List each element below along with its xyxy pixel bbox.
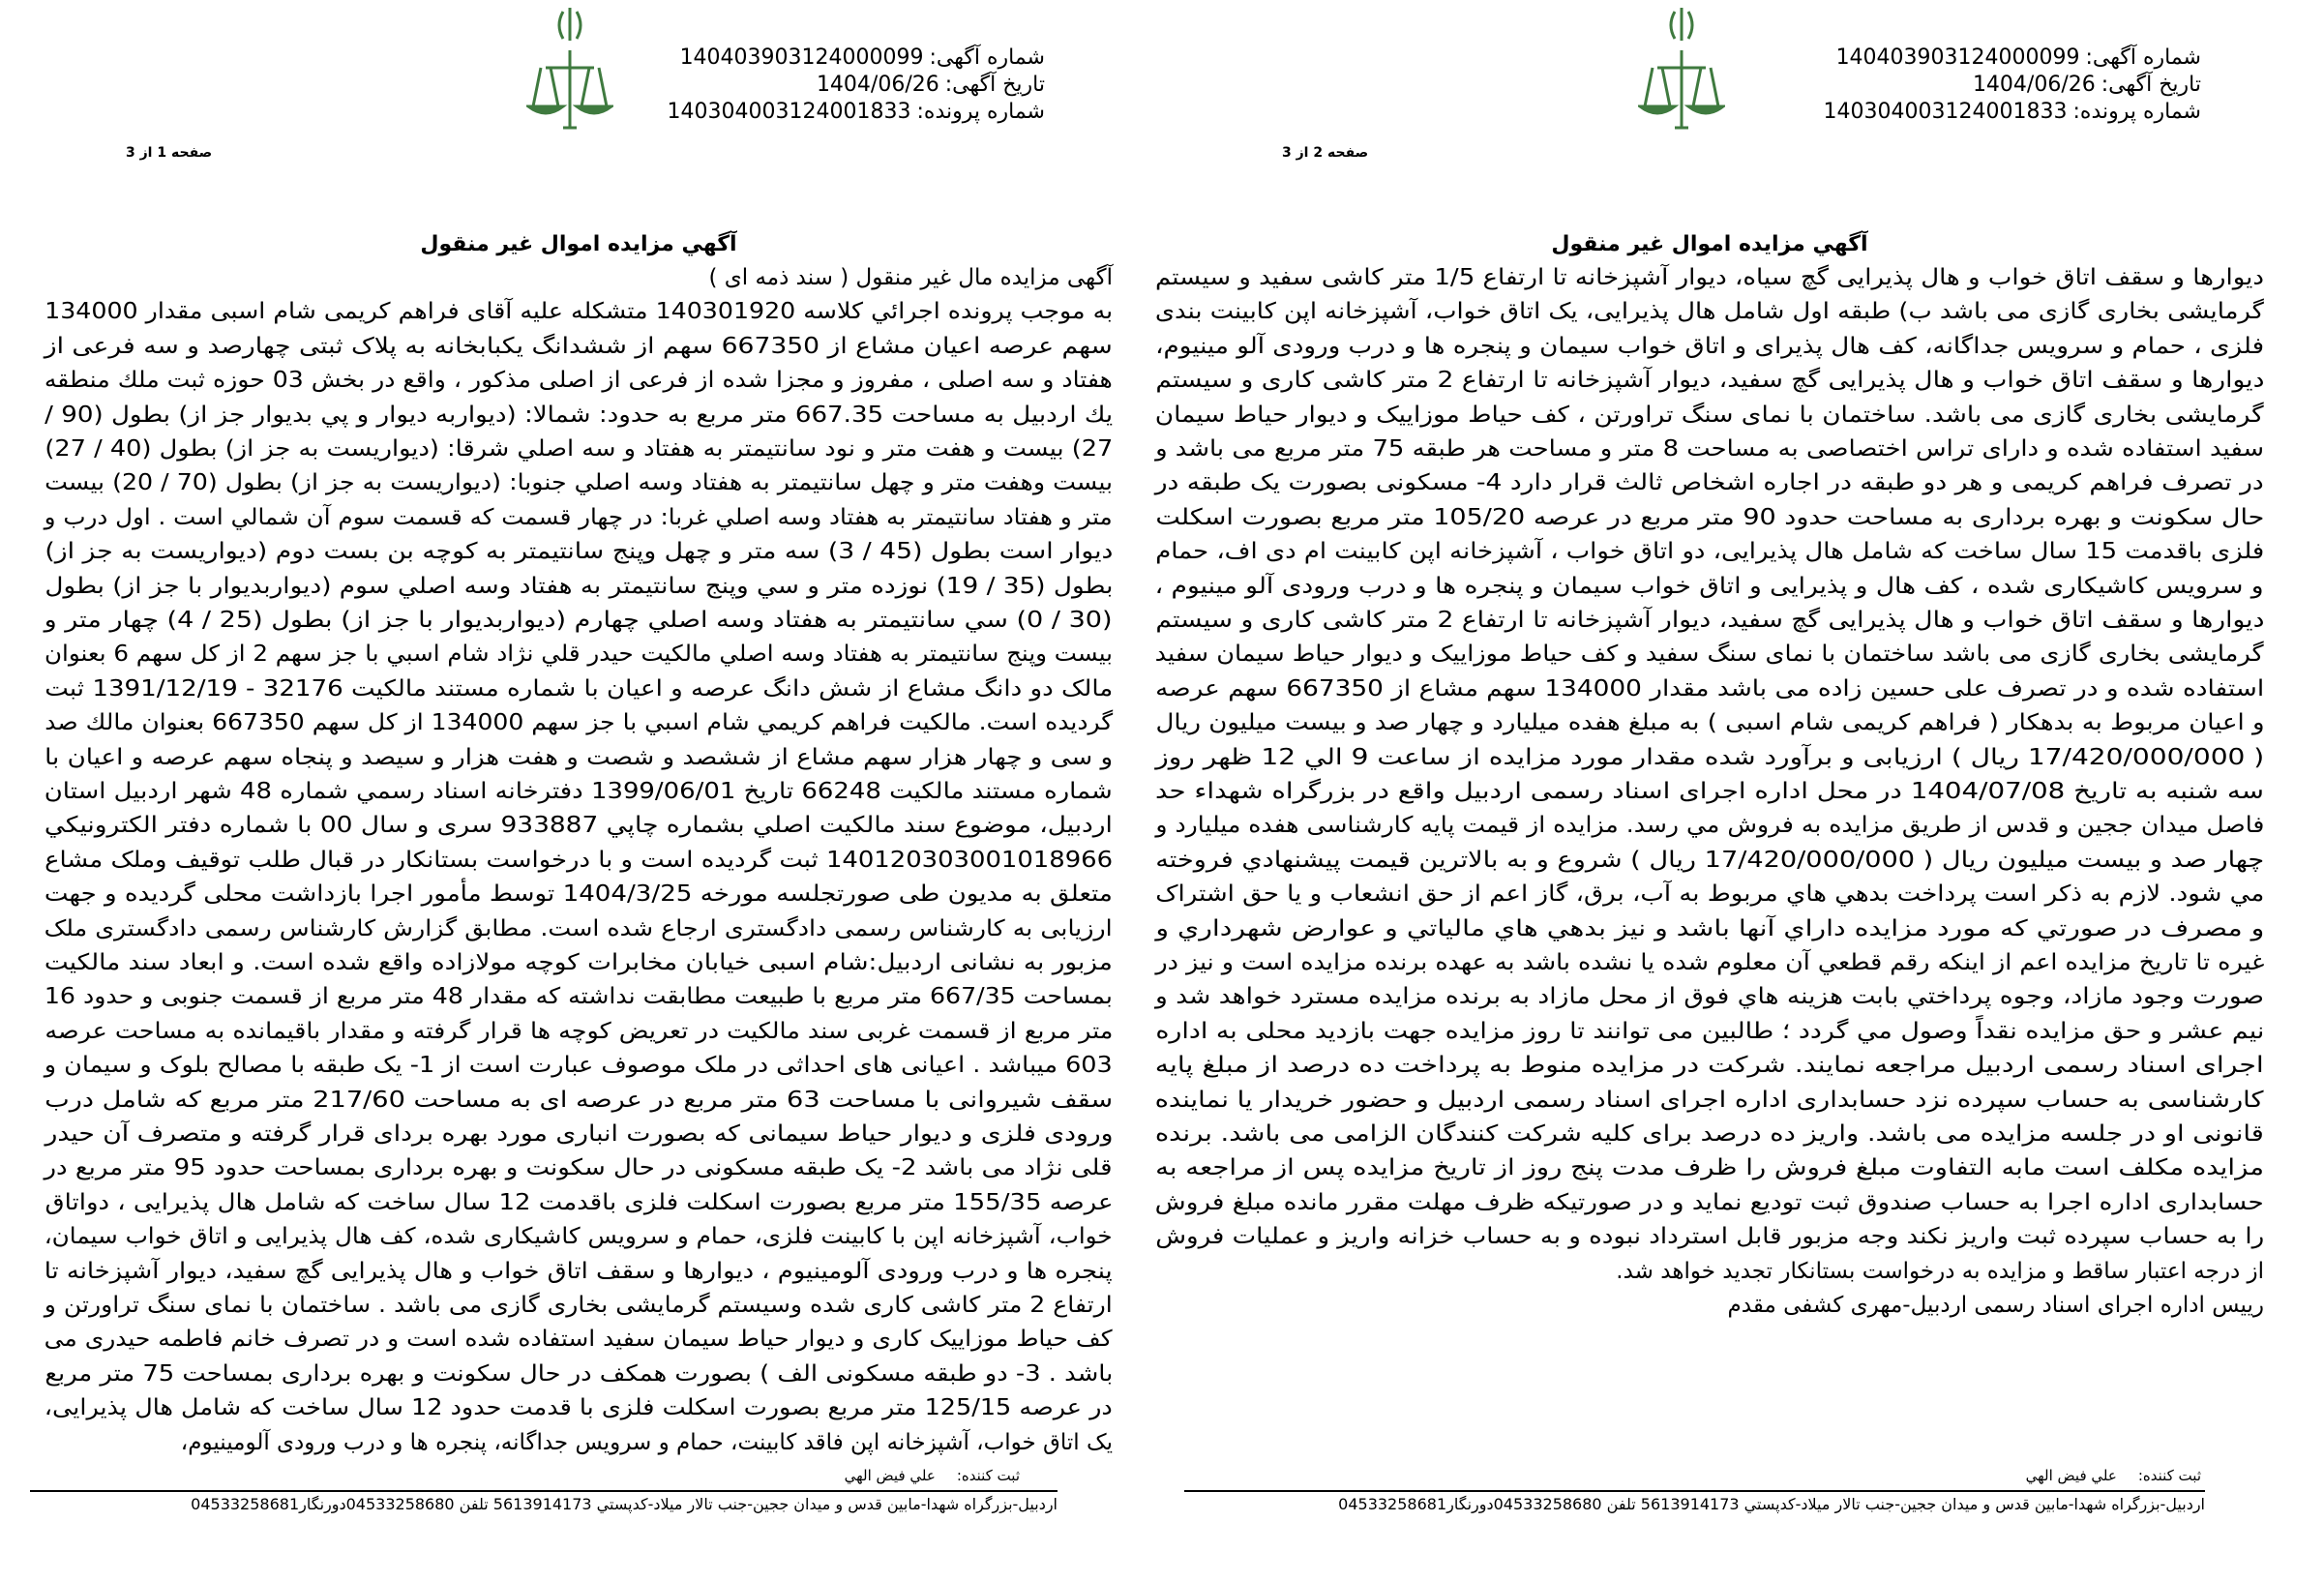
body-line [45,1289,1113,1323]
body-line-text: کارشناسی به حساب سپرده نزد حسابداری اداره اجرای اسناد رسمی اردبیل و حضور خریدار یا نماینده [1155,1087,2264,1113]
registrar-name: علي فيض الهي [844,1467,936,1484]
body-line [45,1358,1113,1391]
body-line-text: مزایده مکلف است مابه التفاوت مبلغ فروش را ظرف مدت پنج روز از تاریخ مزایده پس از مراجعه به [1155,1155,2264,1181]
body-line-text: فلزی باقدمت 15 سال ساخت که شامل هال پذیرایی، دو اتاق خواب ، آشپزخانه اپن کابینت ام دی اف، حمام [1155,539,2264,565]
body-line [45,1118,1113,1151]
body-line-text: يك اردبيل به مساحت 667.35 متر مربع به حدود: شمالا: (ديواربه ديوار و پي بديوار جز از) بطول (90 / [45,402,1113,428]
body-line-text: (30 / 0) سي سانتيمتر به هفتاد وسه اصلي چهارم (ديواربديوار با جز از) بطول (25 / 4) چهار متر و [45,608,1113,633]
notice-number-row [677,45,1045,72]
body-line [45,980,1113,1014]
address-text: اردبيل-بزرگراه شهدا-مابين قدس و ميدان ججين-جنب تالار ميلاد-كدپستي 5613914173 تلفن 04533258680دورنگار04533258681 [191,1495,1058,1513]
body-line-text: مزبور به نشانی اردبیل:شام اسبی خیابان مخابرات کوچه مولازاده واقع شده است. و ابعاد سند مالکیت [45,950,1113,975]
body-line-text: فاصل میدان ججین و قدس از طریق مزایده به فروش مي رسد. مزایده از قیمت پایه کارشناسی هفده میلیارد و [1155,813,2264,839]
body-line [45,466,1113,500]
body-line [45,1391,1113,1425]
body-line [1155,809,2264,843]
body-line-text: گرديده است. مالكيت فراهم كريمي شام اسبي با جز سهم 134000 از كل سهم 667350 بعنوان مالك صد [45,710,1113,736]
file-number-label: شماره پرونده: [2072,100,2201,124]
body-line [45,570,1113,604]
body-line [45,844,1113,878]
footer-address [1184,1495,2205,1513]
body-line-text: و سرویس کاشیکاری شده ، کف هال و پذیرایی و اتاق خواب سیمان و پنجره ها و درب ورودی آلو مینیوم ، [1155,573,2264,599]
body-line-text: و اعیان مربوط به بدهکار ( فراهم کریمی شام اسبی ) به مبلغ هفده میلیارد و چهار صد و بیست میلیون ریال [1155,710,2264,736]
body-line-text: ديوار است بطول (45 / 3) سه متر و چهل وپنج سانتيمتر به كوچه بن بست دوم (ديواريست به جز از) [45,539,1113,565]
body-line [1155,672,2264,706]
body-line [1155,1220,2264,1254]
body-line [1155,1289,2264,1323]
body-line [45,1015,1113,1049]
body-line-text: دیوارها و سقف اتاق خواب و هال پذیرایی گچ سیاه، دیوار آشپزخانه تا ارتفاع 1/5 متر کاشی سفید و سیستم [1155,265,2264,290]
body-line [1155,261,2264,295]
body-line [1155,1015,2264,1049]
notice-number-label: شماره آگهی: [2085,45,2201,70]
body-line-text: نیم عشر و حق مزایده نقداً وصول مي گردد ؛ طالبین می توانند تا روز مزایده جهت بازدید محلی به اداره [1155,1018,2264,1044]
body-line [45,638,1113,672]
body-line-text: غیره تا تاریخ مزایده اعم از اینکه رقم قطعي آن معلوم شده یا نشده باشد به عهده برنده مزایده است و نیز در [1155,950,2264,975]
body-line-text: دیوارها و سقف اتاق خواب و هال پذیرایی گچ سفید، دیوار آشپزخانه تا ارتفاع 2 متر کاشی کاری و سیستم [1155,608,2264,633]
notice-date-label: تاریخ آگهی: [944,73,1045,97]
body-line-text: گرمایشی بخاری گازی می باشد. ساختمان با نمای سنگ تراورتن ، کف حیاط موزاییک و دیوار حیاط سیمان [1155,402,2264,428]
notice-title: آگهي مزايده اموال غير منقول [1551,232,1868,256]
body-line [1155,466,2264,500]
body-line-text: 27) بيست و هفت متر و نود سانتيمتر به هفتاد و سه اصلي شرقا: (ديواريست به جز از) بطول (40 / 27) [45,436,1113,462]
body-line-text: شماره مستند مالكيت 66248 تاريخ 1399/06/01 دفترخانه اسناد رسمي شماره 48 شهر اردبيل استان [45,779,1113,804]
body-line [1155,1118,2264,1151]
body-line-text: فلزی ، حمام و سرویس جداگانه، کف هال پذیرای و اتاق خواب سیمان و پنجره ها و درب ورودی آلو مینیوم، [1155,333,2264,359]
body-line-text: در تصرف فراهم کریمی و هر دو طبقه در اجاره اشخاص ثالث قرار دارد 4- مسکونی بصورت یک طبقه در [1155,470,2264,496]
body-line [45,1255,1113,1289]
body-line-text: یک اتاق خواب، آشپزخانه اپن فاقد کابینت، حمام و سرویس جداگانه، پنجره ها و درب ورودی آلومینیوم، [180,1429,1113,1455]
body-line [45,741,1113,775]
body-line-text: اجرای اسناد رسمی اردبیل مراجعه نمایند. شرکت در مزایده منوط به پرداخت ده درصد از مبلغ پایه [1155,1053,2264,1079]
body-line [1155,604,2264,638]
body-line-text: گرمایشی بخاری گازی می باشد ب) طبقه اول شامل هال پذیرایی، یک اتاق خواب، آشپزخانه اپن کابینت بندی [1155,299,2264,325]
judiciary-logo [510,4,630,153]
file-number-label: شماره پرونده: [916,100,1045,124]
notice-date-label: تاریخ آگهی: [2101,73,2201,97]
body-line [45,501,1113,535]
body-line [1155,330,2264,364]
body-line [1155,706,2264,740]
body-line [45,946,1113,980]
body-line-text: مي شود. لازم به ذکر است پرداخت بدهي هاي مربوط به آب، برق، گاز اعم از حق انشعاب و یا حق اشتراک [1155,881,2264,908]
footer-divider [30,1490,1058,1492]
file-number-row [667,99,1045,126]
body-line-text: باشد . 3- دو طبقه مسکونی الف ) بصورت همکف در حال سکونت و بهره برداری بمساحت 75 متر مربع [45,1360,1113,1387]
footer-divider [1184,1490,2205,1492]
body-line-text: متعلق به مدیون طی صورتجلسه مورخه 1404/3/25 توسط مأمور اجرا بازداشت محلی گردیده و جهت [45,881,1113,908]
registrar-name: علي فيض الهي [2025,1467,2117,1484]
body-line [45,878,1113,911]
body-line [1155,946,2264,980]
notice-date: 1404/06/26 [1972,73,2096,97]
body-line [1155,535,2264,569]
body-line [45,775,1113,809]
body-line-text: پنجره ها و درب ورودی آلومینیوم ، دیوارها و سقف اتاق خواب و هال پذیرایی گچ سفید، دیوار آشپزخانه تا [45,1258,1113,1284]
body-line [45,433,1113,466]
body-line [45,1084,1113,1118]
body-line-text: مالک دو دانگ مشاع از شش دانگ عرصه و اعیان با شماره مستند مالکیت 32176 - 1391/12/19 ثبت [45,675,1113,701]
notice-header [667,45,1045,126]
notice-header [1823,45,2201,126]
body-line-text: حسابداری اداره اجرا به حساب صندوق ثبت تودیع نماید و در صورتیکه ظرف مهلت مقرر مانده مبلغ فروش [1155,1189,2264,1215]
body-line [1155,912,2264,946]
body-line-text: 603 میباشد . اعیانی های احداثی در ملک موصوف عبارت است از 1- یک طبقه با مصالح بلوک و سیمان و [45,1053,1113,1079]
body-line [1155,775,2264,809]
body-line-text: سه شنبه به تاریخ 1404/07/08 در محل اداره اجرای اسناد رسمی اردبیل واقع در بزرگراه شهداء حد [1155,779,2264,804]
body-line [45,1426,1113,1460]
body-line-text: بيست وپنج سانتيمتر به هفتاد وسه اصلي مالكيت حيدر قلي نژاد شام اسبي با جز سهم 2 از كل سهم 6 بعنوان [45,642,1113,668]
body-line [45,535,1113,569]
body-line-text: بيست وهفت متر و چهل سانتيمتر به هفتاد وسه اصلي جنوبا: (ديواريست به جز از) بطول (70 / 20) بيست [45,470,1113,496]
body-line-text: متر مربع از قسمت غربی سند مالکیت در تعریض کوچه ها قرار گرفته و مقدار باقیمانده به مساحت عرصه [45,1018,1113,1044]
body-line-text: آگهی مزایده مال غیر منقول ( سند ذمه ای ) [708,265,1113,290]
body-line [45,672,1113,706]
body-line [45,1186,1113,1220]
body-line-text: متر و هفتاد سانتيمتر به هفتاد وسه اصلي غربا: در چهار قسمت كه قسمت سوم آن شمالي است . اول درب و [45,504,1113,530]
body-line-text: در عرصه 125/15 متر مربع بصورت اسکلت فلزی با قدمت حدود 12 سال ساخت که شامل هال پذیرایی، [45,1395,1113,1421]
body-line-text: سفید استفاده شده و دارای تراس اختصاصی به مساحت 8 متر و مساحت هر طبقه 75 متر مربع می باشد و [1155,436,2264,462]
body-line-text: گرمایشی بخاری گازی می باشد ساختمان با نمای سنگ سفید و کف حیاط موزاییک و دیوار حیاط سیمان سفید [1155,642,2264,668]
body-line [45,261,1113,295]
notice-number-label: شماره آگهی: [929,45,1045,70]
body-line-text: بمساحت 667/35 متر مربع با طبیعت مطابقت نداشته که مقدار 48 متر مربع از قسمت جنوبی و حدود 16 [45,984,1113,1010]
notice-number: 140403903124000099 [1835,45,2080,70]
body-line-text: ( 17/420/000/000 ریال ) ارزیابی و برآورد شده مقدار مورد مزایده از ساعت 9 الي 12 ظهر روز [1155,744,2264,770]
body-line [45,912,1113,946]
notice-date: 1404/06/26 [816,73,939,97]
notice-title: آگهي مزايده اموال غير منقول [420,232,737,256]
body-line-text: اردبيل، موضوع سند مالكيت اصلي بشماره چاپي 933887 سری و سال 00 با شماره دفتر الكترونيكي [45,813,1113,839]
body-line [1155,878,2264,911]
body-line-text: سهم عرصه اعیان مشاع از 667350 سهم از ششدانگ یکبابخانه به پلاک ثبتی چهارصد و سه فرعی از [45,333,1113,359]
body-line-text: سقف شیروانی با مساحت 63 متر مربع در عرصه ای به مساحت 217/60 متر مربع که شامل درب [45,1087,1113,1113]
body-line-text: صورت وجود مازاد، وجوه پرداختي بابت هزینه هاي فوق از محل مازاد به برنده مزایده مسترد خواهد شد و [1155,984,2264,1010]
body-line-text: عرصه 155/35 متر مربع بصورت اسکلت فلزی باقدمت 12 سال ساخت که شامل هال پذیرایی ، دواتاق [45,1189,1113,1215]
body-line [1155,1151,2264,1185]
body-line [1155,1084,2264,1118]
body-line [45,364,1113,398]
body-line [1155,741,2264,775]
body-line-text: حال سکونت و بهره برداری به مساحت حدود 90 متر مربع در عرصه 105/20 متر مربع بصورت اسکلت [1155,504,2264,530]
body-line-text: ارزیابی به کارشناس رسمی دادگستری ارجاع شده است. مطابق گزارش کارشناس رسمی دادگستری ملک [45,915,1113,941]
body-line [1155,295,2264,329]
body-line-text: 140120303001018966 ثبت گرديده است و با درخواست بستانكار در قبال طلب توقيف وملک مشاع [45,847,1113,873]
registrar [2026,1467,2201,1484]
body-line [45,1220,1113,1254]
scales-of-justice-icon [1638,4,1725,149]
page-number: صفحه 2 از 3 [1282,145,1369,161]
file-number: 140304003124001833 [1823,100,2068,124]
body-line [45,1151,1113,1185]
body-line [45,604,1113,638]
body-line [1155,1049,2264,1083]
body-line-text: استفاده شده و در تصرف علی حسین زاده می باشد مقدار 134000 سهم مشاع از 667350 سهم عرصه [1155,675,2264,701]
body-line-text: قلی نژاد می باشد 2- یک طبقه مسکونی در حال سکونت و بهره برداری بمساحت حدود 95 متر مربع در [45,1155,1113,1181]
body-line [1155,1186,2264,1220]
body-line [1155,638,2264,672]
footer-address [30,1495,1058,1513]
body-line-text: را به حساب سپرده ثبت واریز نکند وجه مزبور قابل استرداد نبوده و به حساب خزانه واریز و عملیات فروش [1155,1224,2264,1250]
notice-date-row [677,72,1045,99]
notice-date-row [1833,72,2201,99]
body-line [1155,501,2264,535]
body-line [1155,433,2264,466]
body-line-text: ورودی فلزی و دیوار حیاط سیمانی که بصورت انباری مورد بهره بردای قرار گرفته و متصرف آن حیدر [45,1121,1113,1147]
body-line-text: کف حیاط موزاییک کاری و دیوار حیاط سیمان سفید استفاده شده است و در تصرف خانم فاطمه حیدری می [45,1327,1113,1353]
body-line [45,706,1113,740]
body-line-text: رییس اداره اجرای اسناد رسمی اردبیل-مهری کشفی مقدم [1727,1293,2264,1318]
page-number: صفحه 1 از 3 [126,145,213,161]
body-line [1155,1255,2264,1289]
body-line-text: به موجب پرونده اجرائي کلاسه 140301920 متشکله علیه آقای فراهم کریمی شام اسبی مقدار 134000 [45,299,1113,325]
registrar-label: ثبت کننده: [956,1467,1020,1484]
notice-number: 140403903124000099 [679,45,924,70]
address-text: اردبيل-بزرگراه شهدا-مابين قدس و ميدان ججين-جنب تالار ميلاد-كدپستي 5613914173 تلفن 04533258680دورنگار04533258681 [1338,1495,2205,1513]
body-line-text: و مصرف در صورتي که مورد مزایده داراي آنها باشد و نیز بدهي هاي مالیاتي و عوارض شهرداري و [1155,915,2264,941]
body-line-text: از درجه اعتبار ساقط و مزایده به درخواست بستانکار تجدید خواهد شد. [1616,1258,2264,1284]
body-line [1155,844,2264,878]
notice-number-row [1833,45,2201,72]
body-line-text: هفتاد و سه اصلی ، مفروز و مجزا شده از فرعی از اصلی مذکور ، واقع در بخش 03 حوزه ثبت ملك منطقه [45,368,1113,394]
body-line [1155,364,2264,398]
body-line [1155,399,2264,433]
body-line [1155,980,2264,1014]
body-line [1155,570,2264,604]
registrar-label: ثبت کننده: [2137,1467,2201,1484]
body-line-text: و سی و چهار هزار سهم مشاع از ششصد و شصت و هفت هزار و سیصد و پنجاه سهم عرصه و اعیان با [45,744,1113,770]
body-line [45,295,1113,329]
body-line [45,809,1113,843]
registrar [845,1467,1020,1484]
judiciary-logo [1622,4,1742,153]
body-line-text: چهار صد و بیست میلیون ریال ( 17/420/000/000 ریال ) شروع و به بالاترین قیمت پیشنهادي فروخته [1155,847,2264,873]
file-number: 140304003124001833 [667,100,911,124]
scales-of-justice-icon [526,4,613,149]
body-line [45,1049,1113,1083]
body-line-text: دیوارها و سقف اتاق خواب و هال پذیرایی گچ سفید، دیوار آشپزخانه تا ارتفاع 2 متر کاشی کاری و سیستم [1155,368,2264,394]
file-number-row [1823,99,2201,126]
body-line-text: ارتفاع 2 متر کاشی کاری شده وسیستم گرمایشی بخاری گازی می باشد . ساختمان با نمای سنگ تراورتن و [45,1293,1113,1318]
body-line [45,399,1113,433]
body-line-text: بطول (35 / 19) نوزده متر و سي وپنج سانتيمتر به هفتاد وسه اصلي سوم (ديواربديوار با جز از) بطول [45,573,1113,599]
body-line-text: خواب، آشپزخانه اپن با کابینت فلزی، حمام و سرویس کاشیکاری شده، کف هال پذیرایی و اتاق خواب سیمان، [45,1224,1113,1250]
body-line [45,330,1113,364]
body-line-text: قانونی او در جلسه مزایده می باشد. واریز ده درصد برای کلیه شرکت کنندگان الزامی می باشد. برنده [1155,1121,2264,1147]
body-line [45,1323,1113,1357]
